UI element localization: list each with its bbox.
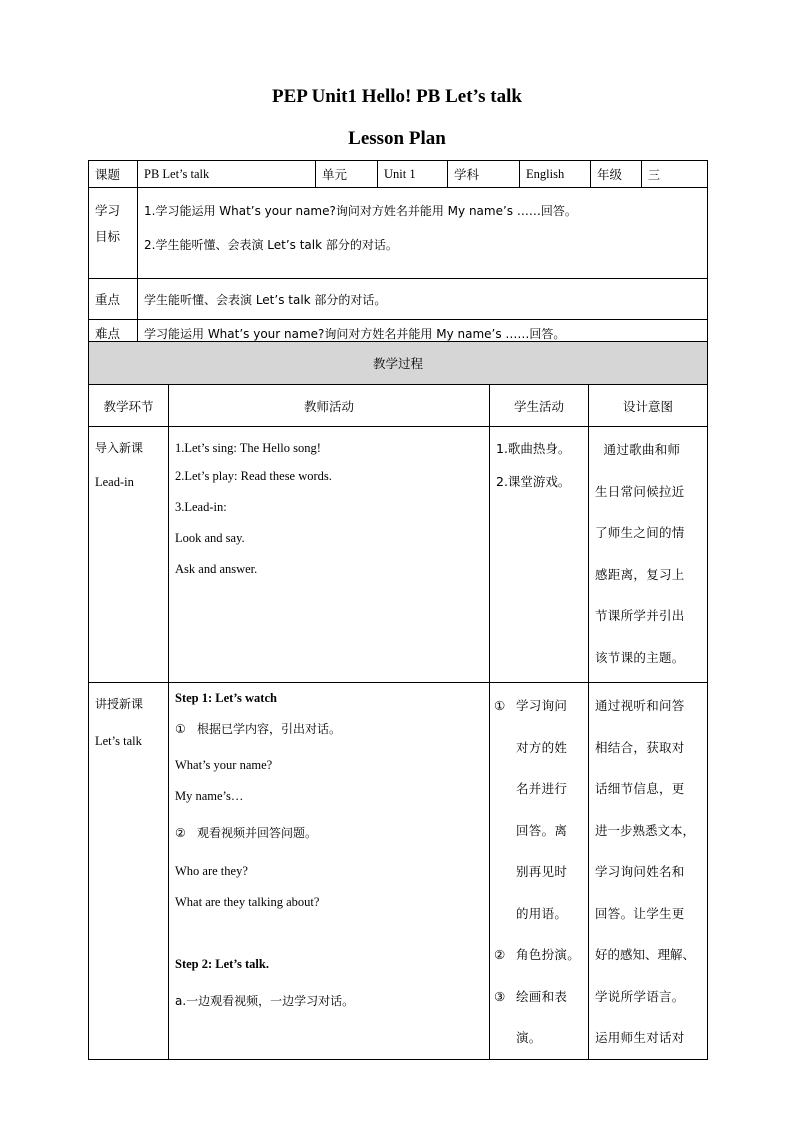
subtask-text: 观看视频并回答问题。 — [197, 826, 318, 840]
design-line: 话细节信息，更 — [595, 781, 685, 796]
teacher-line: What are they talking about? — [175, 895, 320, 909]
circled-number: ① — [494, 698, 506, 713]
table-row — [89, 427, 708, 683]
teacher-line: 1.Let’s sing: The Hello song! — [175, 441, 321, 455]
student-item-text — [516, 685, 567, 934]
student-item-2 — [494, 934, 582, 976]
teacher-line: My name’s… — [175, 789, 244, 803]
stage-name: 讲授新课 — [95, 697, 144, 711]
objectives-value — [138, 188, 708, 279]
process-table — [88, 341, 708, 1060]
stage-name: 导入新课 — [95, 441, 144, 455]
design-line: 相结合，获取对 — [595, 739, 685, 755]
key-value: 学生能听懂、会表演 Let’s talk 部分的对话。 — [138, 279, 708, 320]
subtask-text: 根据已学内容，引出对话。 — [197, 722, 342, 736]
step-2-line: a.一边观看视频，一边学习对话。 — [175, 994, 355, 1008]
step-1-subtask-2 — [175, 811, 483, 855]
teacher-line: 2.Let’s play: Read these words. — [175, 469, 332, 483]
teacher-line: Look and say. — [175, 531, 245, 545]
step-1-subtask-1 — [175, 709, 483, 749]
column-header-teacher: 教师活动 — [169, 385, 490, 427]
info-table — [88, 160, 708, 347]
grade-value: 三 — [642, 161, 708, 188]
design-line: 运用师生对话对 — [595, 1030, 685, 1045]
column-header-student: 学生活动 — [490, 385, 589, 427]
design-line: 通过歌曲和师 — [595, 442, 681, 457]
student-item-1 — [494, 685, 582, 934]
objectives-label-line-1: 学习 — [95, 203, 121, 218]
document-subtitle: Lesson Plan — [348, 128, 446, 149]
teacher-line: Ask and answer. — [175, 562, 258, 576]
circled-number: ① — [175, 722, 186, 736]
student-activity-cell — [490, 427, 589, 683]
student-item-3 — [494, 976, 582, 1059]
student-line: 名并进行 — [516, 781, 568, 796]
student-line: 演。 — [516, 1030, 542, 1045]
stage-cell — [89, 683, 169, 1060]
student-line: 学习询问 — [516, 698, 568, 713]
student-line: 别再见时 — [516, 864, 568, 879]
design-intent-cell — [589, 683, 708, 1060]
design-line: 回答。让学生更 — [595, 905, 685, 921]
teacher-activity-cell — [169, 683, 490, 1060]
grade-label: 年级 — [591, 161, 642, 188]
circled-number: ③ — [494, 988, 506, 1004]
subject-value: English — [520, 161, 591, 188]
difficulty-label: 难点 — [89, 320, 138, 347]
objectives-label — [89, 188, 138, 279]
circled-number: ② — [175, 826, 186, 840]
objective-2: 2.学生能听懂、会表演 Let’s talk 部分的对话。 — [144, 238, 398, 252]
column-header-stage: 教学环节 — [89, 385, 169, 427]
student-line: 2.课堂游戏。 — [496, 474, 571, 489]
topic-value: PB Let’s talk — [138, 161, 316, 188]
subject-label: 学科 — [448, 161, 520, 188]
design-line: 进一步熟悉文本， — [595, 822, 696, 838]
unit-value: Unit 1 — [378, 161, 448, 188]
stage-english: Let’s talk — [95, 734, 142, 748]
design-line: 好的感知、理解、 — [595, 947, 696, 962]
column-header-design: 设计意图 — [589, 385, 708, 427]
design-line: 节课所学并引出 — [595, 608, 685, 623]
unit-label: 单元 — [316, 161, 378, 188]
design-intent-cell — [589, 427, 708, 683]
student-item-text — [516, 976, 567, 1059]
teacher-activity-cell — [169, 427, 490, 683]
topic-label: 课题 — [89, 161, 138, 188]
stage-cell — [89, 427, 169, 683]
objective-1: 1.学习能运用 What’s your name?询问对方姓名并能用 My name’s ……回答。 — [144, 204, 577, 218]
step-1-title: Step 1: Let’s watch — [175, 691, 277, 705]
process-heading: 教学过程 — [89, 342, 708, 385]
design-line: 了师生之间的情 — [595, 525, 685, 540]
teacher-line: Who are they? — [175, 864, 248, 878]
teacher-line: What’s your name? — [175, 758, 273, 772]
table-row — [89, 683, 708, 1060]
student-line: 的用语。 — [516, 905, 568, 921]
design-line: 学说所学语言。 — [595, 988, 685, 1004]
step-2-title: Step 2: Let’s talk. — [175, 957, 269, 971]
teacher-line: 3.Lead-in: — [175, 500, 227, 514]
circled-number: ② — [494, 947, 506, 962]
objectives-label-line-2: 目标 — [95, 229, 121, 244]
design-line: 该节课的主题。 — [595, 649, 685, 665]
design-line: 生日常问候拉近 — [595, 483, 685, 499]
document-title: PEP Unit1 Hello! PB Let’s talk — [272, 86, 522, 107]
student-line: 对方的姓 — [516, 739, 568, 755]
student-line: 角色扮演。 — [516, 947, 581, 962]
student-line: 1.歌曲热身。 — [496, 441, 571, 456]
design-line: 通过视听和问答 — [595, 698, 685, 713]
difficulty-value: 学习能运用 What’s your name?询问对方姓名并能用 My name’s ……回答。 — [138, 320, 708, 347]
design-line: 学习询问姓名和 — [595, 864, 685, 879]
student-line: 回答。离 — [516, 822, 568, 838]
student-line: 绘画和表 — [516, 988, 568, 1004]
design-line: 感距离，复习上 — [595, 566, 685, 582]
stage-english: Lead-in — [95, 475, 134, 489]
key-label: 重点 — [89, 279, 138, 320]
student-activity-cell — [490, 683, 589, 1060]
